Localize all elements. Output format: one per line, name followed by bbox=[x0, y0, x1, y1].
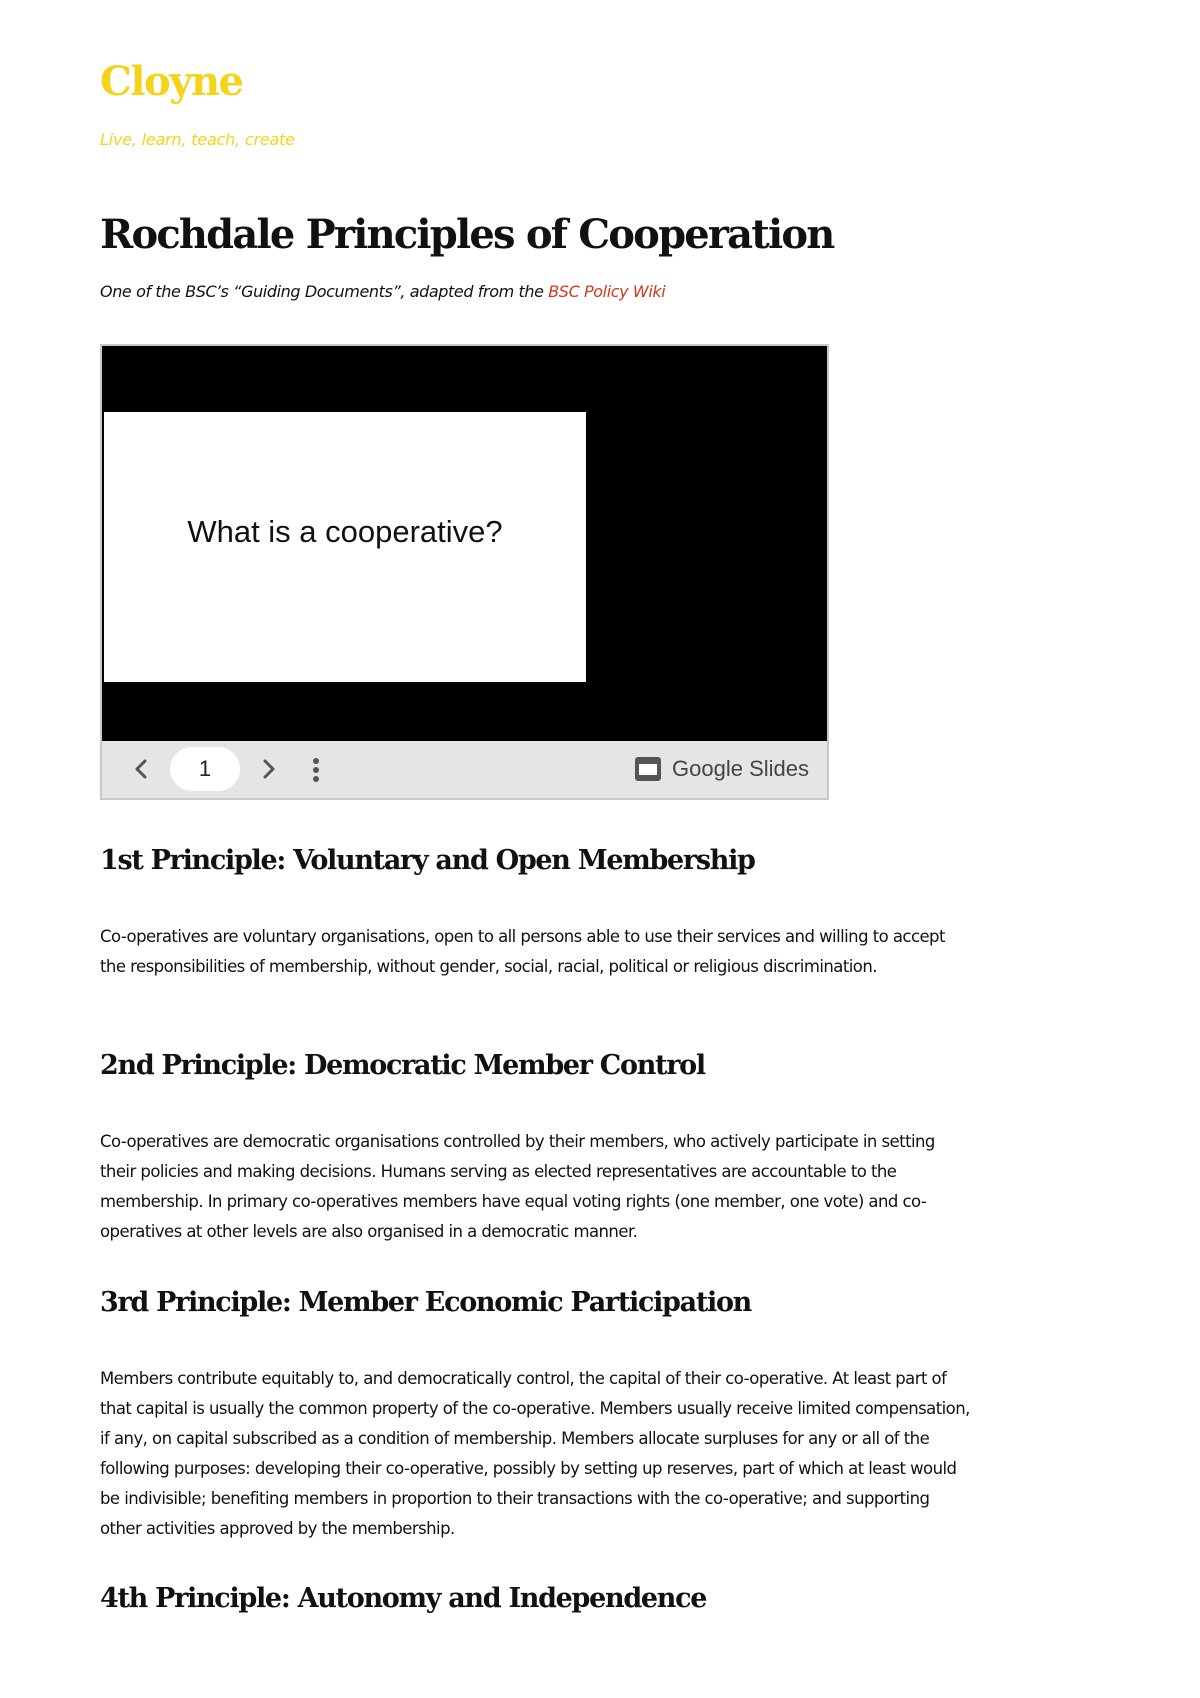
slides-embed[interactable] bbox=[100, 344, 829, 800]
policy-wiki-link[interactable]: BSC Policy Wiki bbox=[548, 282, 666, 301]
slide-card bbox=[104, 412, 586, 682]
article-subtitle bbox=[100, 282, 665, 301]
principle-4-heading: 4th Principle: Autonomy and Independence bbox=[100, 1583, 707, 1614]
principle-1-heading: 1st Principle: Voluntary and Open Membership bbox=[100, 845, 755, 876]
slides-toolbar bbox=[102, 741, 827, 798]
principle-2-heading: 2nd Principle: Democratic Member Control bbox=[100, 1050, 705, 1081]
page-title: Rochdale Principles of Cooperation bbox=[100, 211, 834, 258]
principle-3-body: Members contribute equitably to, and democratically control, the capital of their co-operative. At least part of that capital is usually the common property of the co-operative. Members usually receive limited compensation, if any, on capital subscribed as a condition of membership. Members allocate surpluses for any or all of the following purposes: developing their co-operative, possibly by setting up reserves, part of which at least would be indivisible; benefiting members in proportion to their transactions with the co-operative; and supporting other activities approved by the membership. bbox=[100, 1369, 970, 1538]
site-title[interactable]: Cloyne bbox=[100, 58, 243, 105]
chevron-right-icon bbox=[261, 758, 277, 780]
more-options-button[interactable] bbox=[310, 755, 322, 785]
google-slides-brand[interactable] bbox=[634, 753, 809, 785]
google-slides-label: Google Slides bbox=[672, 756, 809, 781]
site-tagline: Live, learn, teach, create bbox=[100, 130, 295, 149]
principle-2-body: Co-operatives are democratic organisations controlled by their members, who actively participate in setting their policies and making decisions. Humans serving as elected representatives are accountable to the membership. In primary co-operatives members have equal voting rights (one member, one vote) and co-operatives at other levels are also organised in a democratic manner. bbox=[100, 1132, 935, 1241]
slide-viewport[interactable] bbox=[102, 346, 827, 743]
principle-1-body: Co-operatives are voluntary organisations, open to all persons able to use their services and willing to accept the responsibilities of membership, without gender, social, racial, political or religious discrimination. bbox=[100, 927, 945, 976]
slide-text: What is a cooperative? bbox=[187, 514, 503, 549]
previous-slide-button[interactable] bbox=[126, 754, 156, 784]
next-slide-button[interactable] bbox=[254, 754, 284, 784]
slide-number-input[interactable]: 1 bbox=[170, 747, 240, 791]
google-slides-icon bbox=[634, 755, 662, 783]
principle-3-heading: 3rd Principle: Member Economic Participation bbox=[100, 1287, 751, 1318]
more-vertical-icon bbox=[312, 757, 320, 783]
chevron-left-icon bbox=[133, 758, 149, 780]
subtitle-text: One of the BSC’s “Guiding Documents”, adapted from the bbox=[100, 282, 549, 301]
